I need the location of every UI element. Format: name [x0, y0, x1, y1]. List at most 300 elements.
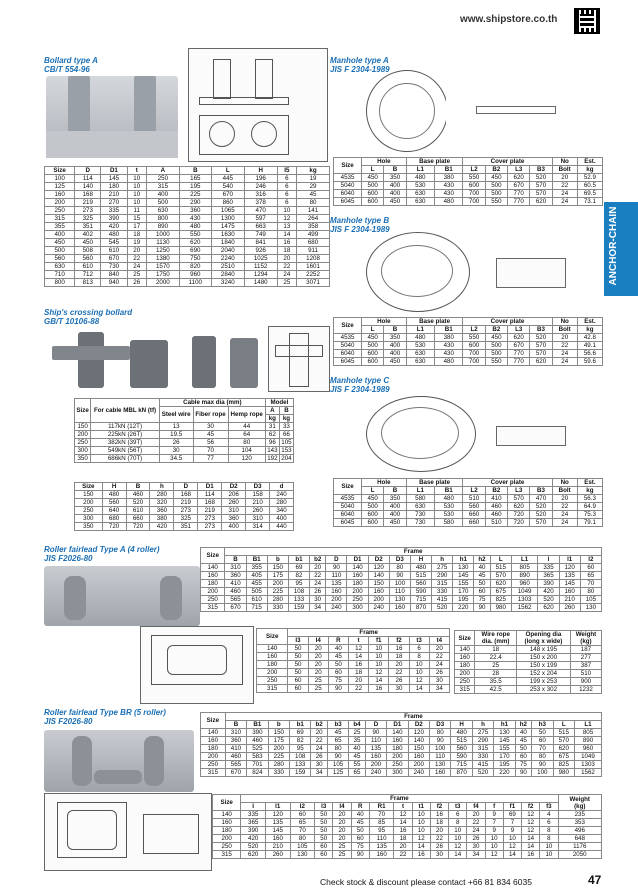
table-cell: 620	[241, 851, 266, 859]
table-cell: 390	[538, 580, 559, 588]
crossing-drawing	[268, 326, 330, 392]
header-url[interactable]: www.shipstore.co.th	[460, 14, 558, 25]
table-cell: 120	[368, 564, 389, 572]
table-cell: 170	[494, 753, 515, 761]
table-cell: 30	[193, 423, 228, 431]
table-cell: 560	[75, 255, 101, 263]
table-cell: 100	[532, 769, 553, 777]
table-cell: 20	[308, 669, 328, 677]
table-cell: 60	[515, 753, 531, 761]
table-cell: 24	[277, 271, 296, 279]
table-cell: 430	[435, 350, 463, 358]
table-cell: 140	[408, 737, 429, 745]
table-cell: 600	[362, 190, 384, 198]
table-cell: 160	[387, 737, 408, 745]
table-cell: 253 x 302	[516, 686, 570, 694]
table-cell: 275	[432, 564, 453, 572]
table-cell: 315	[201, 604, 225, 612]
table-cell: 499	[297, 231, 330, 239]
table-row	[334, 495, 603, 503]
table-cell: 500	[362, 182, 384, 190]
table-cell: 160	[429, 769, 450, 777]
table-cell: 4535	[334, 174, 362, 182]
table-cell: 192	[267, 455, 278, 462]
table-cell: 30	[429, 677, 449, 685]
table-cell: R	[328, 637, 348, 645]
table-cell: 180	[387, 745, 408, 753]
table-cell: 250	[387, 761, 408, 769]
table-cell: 940	[101, 279, 127, 287]
table-cell: 44	[228, 423, 265, 431]
table-cell: 570	[530, 519, 552, 527]
table-cell: 22	[277, 263, 296, 271]
table-cell: 520	[530, 334, 552, 342]
table-cell: 5040	[334, 503, 362, 511]
table-cell: 187	[570, 646, 601, 654]
table-cell: 600	[463, 182, 485, 190]
table-cell: 16	[369, 685, 389, 693]
table-cell: 206	[222, 491, 246, 499]
table-cell: 500	[362, 342, 384, 350]
table-cell: 560	[463, 503, 485, 511]
fairlead-br-title: Roller fairlead Type BR (5 roller) JIS F2026-80	[44, 708, 166, 726]
table-cell: 145	[265, 827, 290, 835]
table-row	[45, 279, 330, 287]
table-cell: L	[211, 167, 244, 175]
table-cell: 300	[347, 604, 368, 612]
table-cell: 14	[522, 843, 540, 851]
table-cell: 280	[267, 596, 288, 604]
table-row	[201, 729, 602, 737]
table-cell: 335	[538, 564, 559, 572]
table-cell: 145	[453, 572, 474, 580]
table-cell: 670	[508, 342, 530, 350]
table-cell: 14	[503, 851, 521, 859]
table-cell: 50	[532, 729, 553, 737]
table-cell: 314	[246, 523, 270, 531]
table-cell: 550	[179, 231, 211, 239]
table-cell: 805	[511, 564, 538, 572]
table-cell: 6040	[334, 190, 362, 198]
table-cell: 219	[174, 499, 198, 507]
table-cell: 219	[198, 507, 222, 515]
table-cell: I4	[308, 637, 328, 645]
table-cell: 1303	[574, 761, 601, 769]
fairlead-a-table-2: Size Frame I3 I4 R t f1 f2 t3 t4 140 50 20 40 12 10 16 6 20 160 50 20 45 14 10 18 8 22 180 50 20 50 16 10 20 10 24 200 50 20 60 18 12 22 10 26 250 60 25 75 20 14 26 12 30 315 60 25 90 22 16 30 14 34	[256, 628, 450, 693]
table-cell: 30	[310, 596, 326, 604]
table-cell: 1025	[244, 255, 277, 263]
manhole-c-section	[496, 426, 566, 446]
table-cell: 12	[394, 811, 412, 819]
table-cell: 360	[225, 572, 246, 580]
table-cell: 890	[146, 223, 179, 231]
table-cell: 100	[389, 580, 410, 588]
fairlead-a-photo	[44, 566, 200, 626]
table-cell: L	[490, 556, 511, 564]
table-cell: 150	[267, 564, 288, 572]
table-cell: 250	[213, 843, 241, 851]
table-cell: 610	[246, 596, 267, 604]
table-cell: 75	[474, 596, 490, 604]
table-cell: 315	[45, 215, 75, 223]
table-cell: D	[75, 167, 101, 175]
table-cell: 20	[308, 645, 328, 653]
table-cell: I1	[265, 803, 290, 811]
table-cell: L	[553, 721, 574, 729]
table-cell: 175	[267, 572, 288, 580]
table-cell: 15	[127, 215, 146, 223]
table-cell: 250	[45, 207, 75, 215]
crossing-photo-1	[44, 328, 176, 390]
table-cell: 1475	[211, 223, 244, 231]
table-cell: 45	[349, 753, 365, 761]
table-cell: 570	[553, 737, 574, 745]
table-cell: 640	[102, 507, 126, 515]
table-cell: 14	[449, 851, 467, 859]
table-cell: 225	[268, 753, 289, 761]
table-cell: 1630	[211, 231, 244, 239]
table-cell: 29	[297, 183, 330, 191]
table-cell: 1176	[558, 843, 602, 851]
table-cell: 200	[201, 588, 225, 596]
table-cell: 350	[75, 455, 91, 463]
table-cell: 25	[333, 851, 351, 859]
table-row	[201, 745, 602, 753]
table-cell: 20	[394, 843, 412, 851]
table-cell: 450	[485, 334, 507, 342]
table-cell: 22	[430, 835, 448, 843]
table-row	[45, 175, 330, 183]
table-cell: 180	[101, 183, 127, 191]
table-cell: 75.3	[577, 511, 602, 519]
table-cell: 12	[522, 811, 540, 819]
table-cell: 480	[406, 334, 434, 342]
table-cell: 90	[365, 729, 386, 737]
table-cell: 56.3	[577, 495, 602, 503]
table-cell: 273	[198, 523, 222, 531]
table-cell: 25	[308, 685, 328, 693]
table-cell: 34	[467, 851, 485, 859]
table-cell: 560	[102, 499, 126, 507]
table-cell: 82	[290, 737, 311, 745]
table-cell: 50	[288, 669, 308, 677]
table-cell: 12	[485, 851, 503, 859]
table-cell: 310	[222, 507, 246, 515]
table-cell: 515	[451, 737, 472, 745]
table-cell: 24	[310, 580, 326, 588]
table-cell: 60	[315, 843, 333, 851]
table-cell: 12	[522, 827, 540, 835]
table-cell: 12	[369, 669, 389, 677]
page-number: 47	[588, 873, 602, 887]
table-cell: 340	[270, 507, 294, 515]
table-cell: 50	[474, 580, 490, 588]
table-cell: 30	[159, 447, 193, 455]
table-cell: 79.1	[577, 519, 602, 527]
table-cell: 663	[244, 223, 277, 231]
table-cell: 520	[472, 769, 493, 777]
table-cell: D	[365, 721, 386, 729]
table-cell: 141	[297, 207, 330, 215]
table-cell: 108	[288, 588, 309, 596]
table-cell: 620	[508, 334, 530, 342]
table-cell: 860	[211, 199, 244, 207]
table-cell: 1750	[146, 271, 179, 279]
table-cell: 515	[490, 564, 511, 572]
table-cell: 20	[333, 819, 351, 827]
table-cell: 380	[435, 334, 463, 342]
table-cell: f4	[467, 803, 485, 811]
table-cell: 900	[570, 678, 601, 686]
table-cell: 160	[368, 588, 389, 596]
table-cell: 180	[201, 580, 225, 588]
table-cell: 219	[75, 199, 101, 207]
table-cell: h2	[515, 721, 531, 729]
table-cell: 8	[540, 827, 558, 835]
table-cell: 28	[475, 670, 517, 678]
table-cell: 680	[102, 515, 126, 523]
table-cell: 273	[75, 207, 101, 215]
table-cell: 630	[406, 503, 434, 511]
table-cell: 10	[369, 661, 389, 669]
table-cell: 31	[265, 423, 279, 431]
table-cell: 510	[485, 519, 507, 527]
table-cell: 5040	[334, 342, 362, 350]
table-cell: 153	[281, 447, 292, 454]
table-cell: 360	[222, 515, 246, 523]
table-cell: 355	[45, 223, 75, 231]
table-cell: 24	[552, 519, 577, 527]
table-row	[334, 511, 603, 519]
table-cell: 480	[435, 358, 463, 366]
table-row	[334, 350, 603, 358]
table-cell: 96	[265, 439, 279, 447]
table-cell: 120	[559, 564, 580, 572]
table-cell: 50	[315, 827, 333, 835]
table-row	[45, 199, 330, 207]
table-cell: 290	[432, 572, 453, 580]
table-cell: 90	[474, 604, 490, 612]
table-row	[75, 499, 294, 507]
table-cell: 200	[257, 669, 288, 677]
table-cell: 4535	[334, 334, 362, 342]
table-cell: 410	[225, 580, 246, 588]
table-cell: 225kN (26T)	[91, 431, 160, 439]
table-row	[213, 827, 602, 835]
table-cell: 140	[387, 729, 408, 737]
table-row	[45, 231, 330, 239]
table-cell: 155	[453, 580, 474, 588]
table-cell: Size	[75, 483, 103, 491]
table-cell: 715	[246, 604, 267, 612]
table-cell: 420	[150, 523, 174, 531]
table-cell: 620	[508, 174, 530, 182]
table-cell: 40	[515, 729, 531, 737]
table-cell: 18	[348, 669, 368, 677]
table-cell: 125	[327, 769, 348, 777]
table-cell: 65	[349, 769, 365, 777]
table-cell: 35	[349, 737, 365, 745]
table-cell: 290	[472, 737, 493, 745]
table-cell: 600	[463, 342, 485, 350]
table-cell: 410	[225, 745, 246, 753]
table-row	[75, 515, 294, 523]
table-cell: B	[126, 483, 150, 491]
table-cell: 720	[508, 519, 530, 527]
table-cell: 1250	[146, 247, 179, 255]
table-cell: 540	[211, 183, 244, 191]
table-cell: 160	[213, 819, 241, 827]
table-cell: 150	[368, 580, 389, 588]
table-cell: 620	[538, 604, 559, 612]
table-cell: 290	[179, 199, 211, 207]
table-cell: 20	[308, 661, 328, 669]
table-cell: 700	[463, 190, 485, 198]
table-cell: 85	[369, 819, 394, 827]
table-row	[213, 811, 602, 819]
table-cell: 335	[101, 207, 127, 215]
table-cell: 40	[349, 745, 365, 753]
table-cell: 70	[532, 745, 553, 753]
table-cell: 415	[472, 761, 493, 769]
table-row	[334, 334, 603, 342]
table-cell: 110	[326, 572, 347, 580]
table-cell: 250	[347, 596, 368, 604]
table-cell: 66	[279, 431, 293, 439]
crossing-photo-2	[186, 328, 266, 390]
table-cell: 300	[75, 515, 103, 523]
table-cell: 210	[101, 191, 127, 199]
table-cell: 11	[127, 207, 146, 215]
table-cell: 20	[429, 645, 449, 653]
table-cell: 175	[268, 737, 289, 745]
table-cell: 2840	[211, 271, 244, 279]
table-cell: 56.6	[577, 350, 602, 358]
table-cell: 19	[297, 175, 330, 183]
table-row	[334, 190, 603, 198]
table-cell: 20	[333, 835, 351, 843]
table-cell: 358	[297, 223, 330, 231]
table-cell: 12	[348, 645, 368, 653]
table-cell: 6045	[334, 519, 362, 527]
table-cell: 390	[241, 827, 266, 835]
table-cell: 520	[241, 843, 266, 851]
table-cell: 620	[530, 198, 552, 206]
table-cell: 56	[193, 439, 228, 447]
table-cell: 8	[409, 653, 429, 661]
table-cell: 560	[451, 745, 472, 753]
table-cell: 50	[315, 811, 333, 819]
table-row	[75, 507, 294, 515]
table-cell: 378	[244, 199, 277, 207]
table-cell: H	[102, 483, 126, 491]
table-row	[334, 519, 603, 527]
table-cell: 400	[222, 523, 246, 531]
table-row	[75, 491, 294, 499]
table-cell: 715	[451, 761, 472, 769]
table-cell: 80	[290, 835, 315, 843]
table-cell: 2050	[558, 851, 602, 859]
table-cell: D3	[429, 721, 450, 729]
table-cell: 7	[485, 819, 503, 827]
table-cell: 10	[409, 661, 429, 669]
table-cell: 6	[449, 811, 467, 819]
table-cell: 415	[432, 596, 453, 604]
table-cell: 22	[429, 653, 449, 661]
table-cell: 470	[244, 207, 277, 215]
table-cell: 3071	[297, 279, 330, 287]
table-cell: b3	[327, 721, 348, 729]
table-cell: 325	[75, 215, 101, 223]
table-row	[455, 646, 602, 654]
table-cell: 670	[225, 769, 246, 777]
table-cell: 648	[558, 835, 602, 843]
table-cell: 80	[429, 729, 450, 737]
table-cell: 800	[146, 215, 179, 223]
table-cell: 240	[270, 491, 294, 499]
table-row	[45, 215, 330, 223]
table-cell: 813	[75, 279, 101, 287]
table-cell: 420	[241, 835, 266, 843]
fairlead-a-table: Size Frame B B1 b b1 b2 D D1 D2 D3 H h h1 h2 L L1 l l1 l2 140 310 355 150 69 20 90 140 120 80 480 275 130 40 515 805 335 120 60 160 360 405 175 82 22 110 160 140 90 515 290 145 45 570 890 365 135 65 180 410 455 200 95 24 135 180 150 100 560 315 155 50 620 960 390 145 70 200 460 505 225 108 26 160 200 160 110 590 330 170 60 675 1049 420 160 80 250 565 610 280 133 30 200 250 200 130 715 415 195 75 825 1303 520 210 105 315 670 715 330 159 34 240 300 240 160 870 520 220 90 980 1562 620 260 130	[200, 547, 602, 612]
table-cell: 114	[75, 175, 101, 183]
table-cell: 570	[530, 350, 552, 358]
table-cell: 95	[290, 745, 311, 753]
table-row	[75, 423, 294, 431]
table-cell: 180	[201, 745, 226, 753]
table-cell: 26	[467, 835, 485, 843]
table-cell: 700	[463, 350, 485, 358]
table-cell: 50	[351, 827, 369, 835]
table-cell: 26	[389, 677, 409, 685]
table-cell: t	[394, 803, 412, 811]
table-cell: f1	[503, 803, 521, 811]
table-cell: 14	[409, 685, 429, 693]
table-cell: B	[225, 721, 246, 729]
table-cell: 2000	[146, 279, 179, 287]
table-cell: 10	[540, 851, 558, 859]
table-cell: 40	[328, 645, 348, 653]
table-cell: 225	[179, 191, 211, 199]
table-cell: 520	[126, 499, 150, 507]
table-cell: 120	[265, 811, 290, 819]
table-cell: 4	[540, 811, 558, 819]
table-cell: 620	[179, 239, 211, 247]
table-cell: 715	[410, 596, 431, 604]
table-cell: 500	[485, 350, 507, 358]
table-row	[45, 183, 330, 191]
table-cell: 80	[580, 588, 601, 596]
table-cell: 10	[369, 645, 389, 653]
table-cell: 351	[174, 523, 198, 531]
table-cell: 50	[515, 745, 531, 753]
table-cell: t	[127, 167, 146, 175]
table-cell: 14	[369, 677, 389, 685]
table-cell: 62	[265, 431, 279, 439]
table-cell: 117kN (12T)	[91, 423, 160, 431]
table-cell: 45	[328, 653, 348, 661]
table-cell: 1065	[211, 207, 244, 215]
table-cell: 2510	[211, 263, 244, 271]
table-cell: 22	[311, 737, 327, 745]
table-cell: 360	[150, 507, 174, 515]
table-row	[45, 191, 330, 199]
table-cell: 145	[494, 737, 515, 745]
table-cell: 140	[201, 564, 225, 572]
table-cell: 80	[228, 439, 265, 447]
table-cell: 250	[201, 596, 225, 604]
table-cell: 1480	[244, 279, 277, 287]
